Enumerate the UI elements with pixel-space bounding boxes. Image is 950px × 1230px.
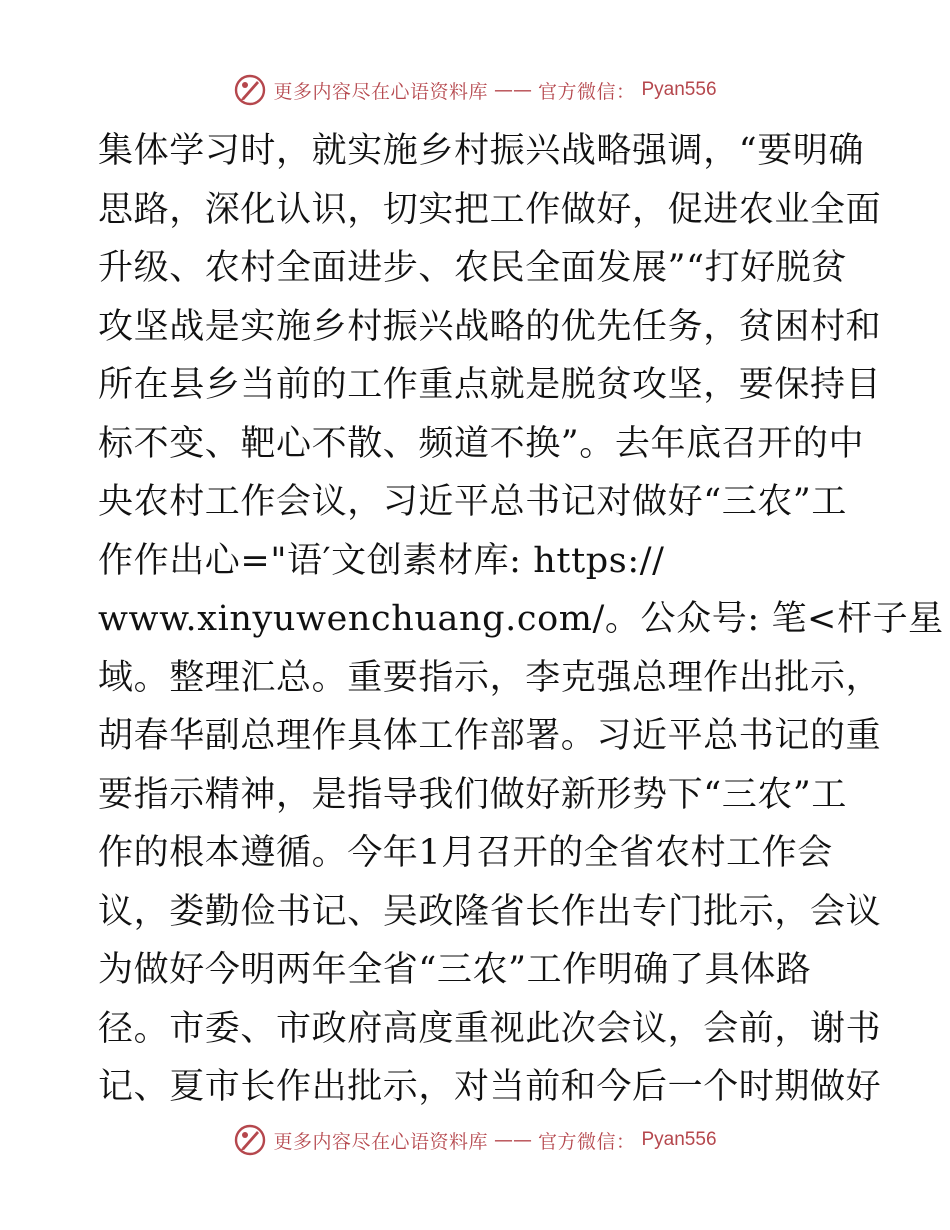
footer-banner bbox=[0, 1120, 950, 1160]
banner-wechat-id: Pyan556 bbox=[641, 79, 717, 100]
banner-wechat-id: Pyan556 bbox=[641, 1129, 717, 1150]
banner-official-label: 官方微信： bbox=[537, 80, 636, 103]
text-line: 央农村工作会议，习近平总书记对做好“三农”工 bbox=[98, 482, 847, 522]
text-line: 为做好今明两年全省“三农”工作明确了具体路 bbox=[98, 950, 812, 990]
text-line: 所在县乡当前的工作重点就是脱贫攻坚，要保持目 bbox=[98, 365, 882, 405]
text-line: 作的根本遵循。今年1月召开的全省农村工作会 bbox=[98, 833, 833, 873]
banner-site-text: 更多内容尽在心语资料库 bbox=[273, 1130, 488, 1153]
text-line: 集体学习时，就实施乡村振兴战略强调，“要明确 bbox=[98, 131, 865, 171]
text-line: 议，娄勤俭书记、吴政隆省长作出专门批示，会议 bbox=[98, 891, 882, 932]
banner-dash: —— bbox=[493, 79, 532, 101]
banner-site-text: 更多内容尽在心语资料库 bbox=[273, 80, 488, 103]
quill-logo-icon bbox=[233, 1123, 267, 1157]
text-line: 思路，深化认识，切实把工作做好，促进农业全面 bbox=[98, 189, 882, 230]
banner-dash: —— bbox=[493, 1129, 532, 1151]
text-line-url: www.xinyuwenchuang.com/。公众号: 笔<杆子星 bbox=[98, 599, 944, 639]
banner-content bbox=[233, 1123, 716, 1157]
quill-logo-icon bbox=[233, 73, 267, 107]
text-line: 升级、农村全面进步、农民全面发展”“打好脱贫 bbox=[98, 248, 847, 288]
text-line: 胡春华副总理作具体工作部署。习近平总书记的重 bbox=[98, 716, 882, 756]
text-line: 标不变、靶心不散、频道不换”。去年底召开的中 bbox=[98, 423, 865, 464]
banner-content bbox=[233, 73, 716, 107]
text-line: 记、夏市长作出批示，对当前和今后一个时期做好 bbox=[98, 1067, 882, 1107]
header-banner bbox=[0, 70, 950, 110]
text-line: 攻坚战是实施乡村振兴战略的优先任务，贫困村和 bbox=[98, 306, 882, 347]
document-body bbox=[98, 122, 944, 1117]
text-line: 要指示精神，是指导我们做好新形势下“三农”工 bbox=[98, 774, 847, 815]
text-line: 径。市委、市政府高度重视此次会议，会前，谢书 bbox=[98, 1008, 882, 1049]
banner-official-label: 官方微信： bbox=[537, 1130, 636, 1153]
text-line: 作作出心="语′文创素材库: https:// bbox=[98, 540, 665, 581]
text-line: 域。整理汇总。重要指示，李克强总理作出批示， bbox=[98, 657, 882, 698]
